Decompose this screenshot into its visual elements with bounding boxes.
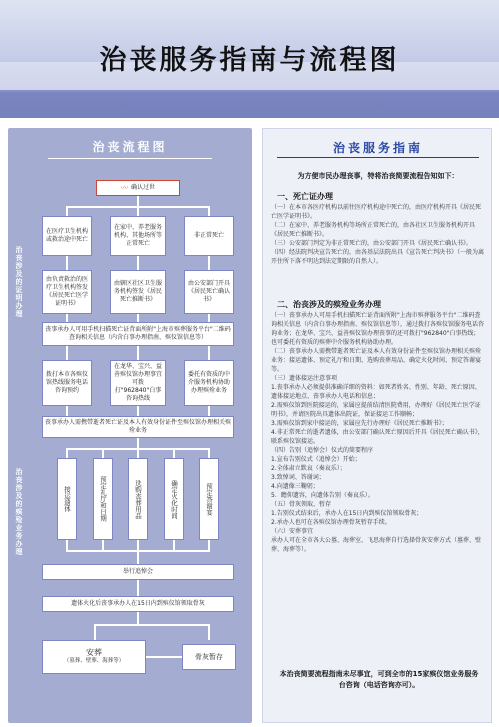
guide-item: （二）丧事承办人需携带逝者死亡证及本人有效身份证件至殡仪馆办理相关殡殓业务：接运遗体、预定礼厅和日期、选购丧葬用品、确定火化时间、预定答谢宴等。 (271, 348, 482, 373)
guide-item: （一）在本市各医疗机构以前往医疗机构途中死亡的，由医疗机构开具《居民死亡医学证明书》。 (271, 204, 482, 220)
flow-step-buy-supplies: 选购丧葬用品 (128, 458, 148, 540)
flow-consult-agency: 委托有资质的中介服务机构协助办理殡殓业务 (184, 360, 234, 406)
flow-chart-panel (8, 128, 252, 723)
guide-intro: 为方便市民办理丧事，特将治丧简要流程告知如下： (297, 172, 459, 180)
guide-item: （五）骨灰领取、暂存 (271, 501, 332, 508)
guide-title: 治丧服务指南 (332, 141, 423, 155)
guide-item: 2.全体肃立默哀（奏哀乐）； (271, 465, 346, 472)
guide-item: 3.需殡仪馆到家中接运的，家属应先行办理好《居民死亡推断书》； (271, 420, 448, 427)
guide-item: 3.致悼词、答谢词； (271, 474, 325, 481)
side-label-certificates: 治丧涉及的证明办理 (15, 246, 23, 318)
guide-item: （一）丧事承办人可用手机扫描死亡证背面所附"上海市殡葬服务平台"二维码查询相关信息（内含白事办理指南、殡仪馆信息等），通过拨打各殡仪馆服务电话咨询业务；在龙华、宝兴、益善殡仪馆办理丧事的还可拨打"962840"白事热线；也可委托有资质的殡葬中介服务机构协助办理。 (271, 312, 485, 346)
guide-item: （四）告别（追悼会）仪式的简要程序 (271, 447, 374, 454)
guide-item: 承办人可在全市各大公墓、海葬室、飞思海葬自行选择骨灰安葬方式（墓葬、壁葬、海葬等）。 (271, 537, 482, 553)
guide-item: 4.非正常死亡的逝者遗体，由公安部门确认死亡原因后开具《居民死亡确认书》，联系殡仪馆接运。 (271, 429, 484, 445)
flow-step-home-death: 在家中、养老服务机构、其他场所等正常死亡 (110, 216, 166, 256)
flow-step-book-hall: 预定礼厅和日期 (93, 458, 113, 540)
guide-footer-note: 本治丧简要流程指南未尽事宜，可到全市的15家殡仪馆业务服务台咨询（电话咨询亦可）。 (279, 670, 479, 689)
flow-chart-title: 治丧流程图 (92, 140, 168, 154)
guide-item: （四）经法院判决宣告死亡的，由各基层法院出具《宣告死亡判决书》（一般为离开住所下落不明达到法定期限的自然人）。 (271, 249, 485, 265)
flow-step-transport-body: 接运遗体 (57, 458, 77, 540)
guide-item: 5．瞻仰遗容，向遗体告别（奏哀乐）。 (271, 492, 374, 499)
flow-step-collect-ashes: 遗体火化后丧事承办人在15日内到殡仪馆领取骨灰 (42, 596, 234, 612)
flow-cert-inference: 由辖区社区卫生服务机构签发《居民死亡推断书》 (110, 270, 166, 314)
flow-step-ash-storage: 骨灰暂存 (182, 644, 236, 670)
side-label-funeral-services: 治丧涉及的殡殓业务办理 (15, 468, 23, 556)
guide-panel (262, 128, 492, 723)
guide-item: （三）遗体接运注意事项 (271, 375, 338, 382)
guide-item: 1.宣布告别仪式（追悼会）开始； (271, 456, 361, 463)
flow-cert-police: 由公安部门开具《居民死亡确认书》 (184, 270, 234, 314)
flow-consult-962840: 在龙华、宝兴、益善殡仪馆办理事宜可拨打"962840"白事咨询热线 (110, 360, 166, 406)
flow-step-memorial: 举行追悼会 (42, 564, 234, 580)
flow-cert-medical: 由负责救治的医疗卫生机构签发《居民死亡医学证明书》 (42, 270, 92, 314)
section-heading-death-certificate: 一、死亡证办理 (277, 192, 333, 201)
title-underline (277, 157, 479, 158)
flow-step-abnormal-death: 非正常死亡 (184, 216, 234, 256)
flow-step-burial: 安葬 （墓葬、壁葬、海葬等） (42, 640, 146, 674)
guide-item: 2.需殡仪馆到医院接运的，家属应提前结清医院费用，办理好《居民死亡医学证明书》，并请医院出具遗体出院证，保证接运工作顺畅； (271, 402, 481, 418)
page-title: 治丧服务指南与流程图 (99, 45, 400, 76)
flow-step-hospital-death: 在医疗卫生机构或救治途中死亡 (42, 216, 92, 256)
guide-item: 2.承办人也可在各殡仪馆办理骨灰暂存手续。 (271, 519, 391, 526)
flow-bring-documents: 丧事承办人需携带逝者死亡证及本人有效身份证件至殡仪馆办理相关殡殓业务 (42, 416, 234, 438)
guide-item: （二）在家中、养老服务机构等场所正常死亡的，由各社区卫生服务机构开具《居民死亡推断书》。 (271, 222, 476, 238)
flow-qr-platform: 丧事承办人可用手机扫描死亡证背面所附"上海市殡葬服务平台"二维码查询相关信息（内含白事办理指南、殡仪馆信息等） (42, 322, 234, 346)
header-banner (0, 0, 499, 118)
flow-consult-hotline: 拨打本市各殡仪馆热线服务电话咨询预约 (42, 360, 92, 406)
flow-step-thanks-banquet: 预定答谢宴 (199, 458, 219, 540)
heartbeat-icon: 〰 (120, 184, 128, 192)
guide-item: 4.向遗像三鞠躬； (271, 483, 319, 490)
flow-step-confirm-death: 〰 确认过世 (96, 180, 180, 196)
guide-item: （三）公安部门判定为非正常死亡的，由公安部门开具《居民死亡确认书》。 (271, 240, 473, 247)
section-funeral-services-items (271, 311, 485, 554)
section-heading-funeral-services: 二、治丧涉及的殡殓业务办理 (277, 300, 381, 309)
section-death-certificate-items (271, 203, 485, 266)
guide-item: 1.告别仪式结束后，承办人在15日内到殡仪馆领取骨灰； (271, 510, 423, 517)
guide-item: 1.丧事承办人必须提供准确详细的资料：如死者姓名、性别、年龄、死亡原因、遗体接运地点、丧事承办人电话和信息； (271, 384, 481, 400)
flow-step-cremation-time: 确定火化时间 (164, 458, 184, 540)
guide-item: （六）安葬事宜 (271, 528, 314, 535)
title-underline (48, 158, 212, 159)
